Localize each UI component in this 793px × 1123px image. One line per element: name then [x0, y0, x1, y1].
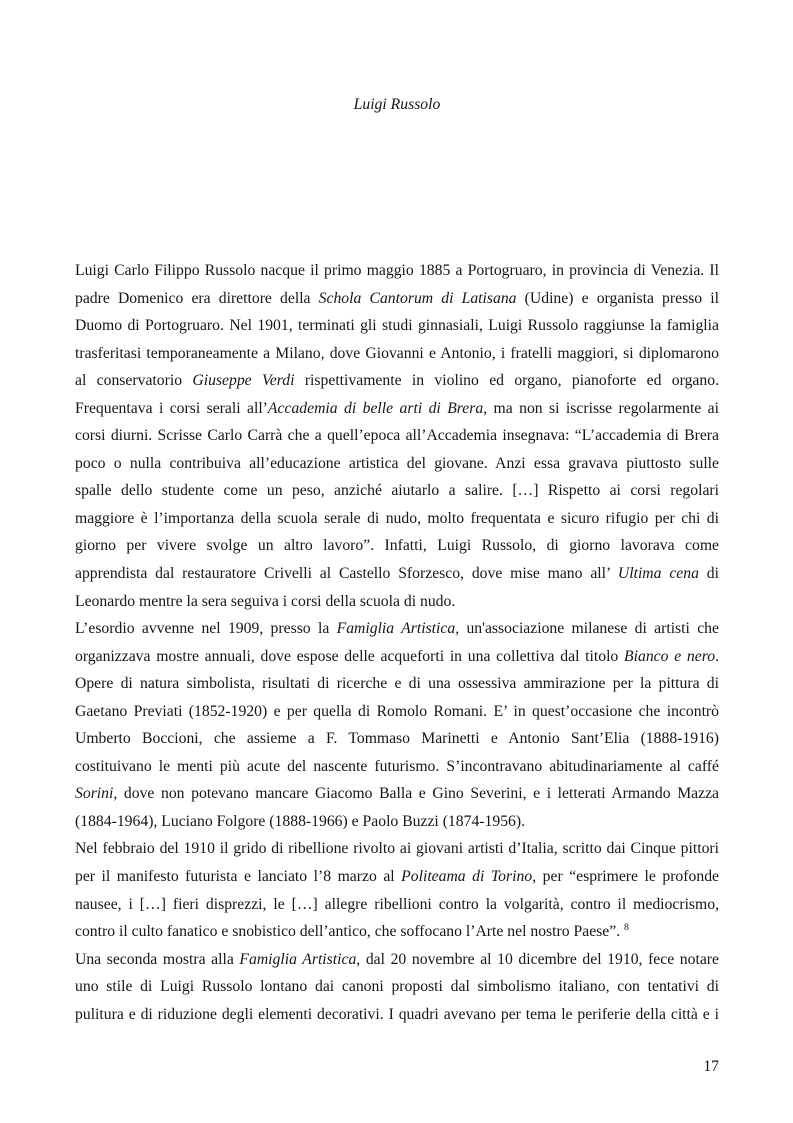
italic-text: Accademia di belle arti di Brera: [267, 399, 484, 417]
text-segment: Gaetano Previati (1852-1920) e per quella di Romolo Romani. E’ in quest’occasione che incontrò: [75, 702, 719, 720]
text-segment: rispettivamente in violino ed organo, pianoforte ed organo.: [294, 372, 719, 390]
text-segment: di: [698, 565, 719, 583]
text-segment: uno stile di Luigi Russolo lontano dai canoni proposti dal simbolismo italiano, con tentativi di: [75, 978, 719, 996]
text-line: [75, 1001, 719, 1029]
text-segment: per il manifesto futurista e lanciato l’8 marzo al: [75, 868, 402, 886]
page-title: Luigi Russolo: [353, 96, 441, 113]
text-line: [75, 835, 719, 863]
text-line: [75, 753, 719, 781]
text-line: [75, 918, 719, 946]
text-line: [75, 285, 719, 313]
text-segment: (Udine) e organista presso il: [516, 289, 719, 307]
text-line: [75, 615, 719, 643]
italic-text: Schola Cantorum di Latisana: [318, 289, 517, 307]
text-segment: maggiore è l’importanza della scuola serale di nudo, molto frequentata e sicuro rifugio per chi di: [75, 509, 719, 527]
text-segment: Una seconda mostra alla: [75, 950, 240, 968]
text-line: [75, 863, 719, 891]
text-segment: L’esordio avvenne nel 1909, presso la: [75, 620, 337, 638]
document-body: [75, 257, 719, 1028]
text-segment: al conservatorio: [75, 372, 193, 390]
page-number: 17: [703, 1058, 719, 1075]
italic-text: Bianco e nero: [624, 647, 716, 665]
italic-text: Famiglia Artistica: [239, 950, 357, 968]
text-segment: spalle dello studente come un peso, anziché aiutarlo a salire. […] Rispetto ai corsi regolari: [75, 482, 719, 500]
text-segment: trasferitasi temporaneamente a Milano, dove Giovanni e Antonio, i fratelli maggiori, si diplomarono: [75, 344, 719, 362]
text-line: [75, 946, 719, 974]
italic-text: Famiglia Artistica: [336, 620, 456, 638]
text-line: [75, 891, 719, 919]
text-line: [75, 560, 719, 588]
text-segment: organizzava mostre annuali, dove espose delle acqueforti in una collettiva dal titolo: [75, 647, 625, 665]
text-segment: Luigi Carlo Filippo Russolo nacque il primo maggio 1885 a Portogruaro, in provincia di Venezia. Il: [75, 262, 719, 279]
text-segment: Umberto Boccioni, che assieme a F. Tommaso Marinetti e Antonio Sant’Elia (1888-1916): [75, 730, 719, 748]
text-line: [75, 698, 719, 726]
text-segment: Leonardo mentre la sera seguiva i corsi della scuola di nudo.: [75, 592, 456, 610]
italic-text: Giuseppe Verdi: [192, 372, 295, 390]
text-segment: Nel febbraio del 1910 il grido di ribellione rivolto ai giovani artisti d’Italia, scritto dai Cinque pittori: [75, 840, 719, 858]
italic-text: Ultima cena: [617, 565, 699, 583]
text-line: [75, 643, 719, 671]
text-segment: costituivano le menti più acute del nascente futurismo. S’incontravano abitudinariamente al caffé: [75, 757, 719, 775]
text-segment: , ma non si iscrisse regolarmente ai: [483, 399, 719, 417]
text-line: [75, 477, 719, 505]
text-line: [75, 340, 719, 368]
text-line: [75, 450, 719, 478]
text-line: [75, 505, 719, 533]
text-segment: Duomo di Portogruaro. Nel 1901, terminati gli studi ginnasiali, Luigi Russolo raggiunse la famiglia: [75, 317, 719, 335]
italic-text: Politeama di Torino: [401, 868, 533, 886]
text-line: [75, 780, 719, 808]
text-segment: contro il culto fanatico e snobistico dell’antico, che soffocano l’Arte nel nostro Paese”.: [75, 923, 625, 941]
text-segment: poco o nulla contribuiva all’educazione artistica del giovane. Anzi essa gravava piuttosto sulle: [75, 454, 719, 472]
text-line: [75, 367, 719, 395]
text-segment: nausee, i […] fieri disprezzi, le […] allegre ribellioni contro la volgarità, contro il mediocrismo,: [75, 895, 719, 913]
italic-text: Sorini: [75, 785, 114, 803]
text-line: [75, 808, 719, 836]
text-line: [75, 588, 719, 616]
text-line: [75, 973, 719, 1001]
text-segment: pulitura e di riduzione degli elementi decorativi. I quadri avevano per tema le periferie della città e i: [75, 1005, 719, 1023]
text-segment: (1884-1964), Luciano Folgore (1888-1966) e Paolo Buzzi (1874-1956).: [75, 812, 526, 830]
text-segment: , un'associazione milanese di artisti che: [455, 620, 719, 638]
text-segment: corsi diurni. Scrisse Carlo Carrà che a quell’epoca all’Accademia insegnava: “L’accademia di Brera: [75, 427, 719, 445]
text-line: [75, 670, 719, 698]
text-line: [75, 532, 719, 560]
text-segment: Frequentava i corsi serali all’: [75, 399, 268, 417]
text-segment: .: [715, 647, 719, 665]
text-line: [75, 395, 719, 423]
text-segment: , dove non potevano mancare Giacomo Balla e Gino Severini, e i letterati Armando Mazza: [113, 785, 719, 803]
text-segment: Opere di natura simbolista, risultati di ricerche e di una ossessiva ammirazione per la pittura di: [75, 675, 719, 693]
text-line: [75, 725, 719, 753]
text-segment: apprendista dal restauratore Crivelli al Castello Sforzesco, dove mise mano all’: [75, 565, 618, 583]
text-segment: padre Domenico era direttore della: [75, 289, 319, 307]
footnote-reference: 8: [624, 921, 629, 933]
text-line: [75, 257, 719, 285]
text-segment: , per “esprimere le profonde: [532, 868, 719, 886]
text-line: [75, 422, 719, 450]
text-segment: giorno per vivere svolge un altro lavoro”. Infatti, Luigi Russolo, di giorno lavorava come: [75, 537, 719, 555]
text-segment: , dal 20 novembre al 10 dicembre del 1910, fece notare: [356, 950, 719, 968]
text-line: [75, 312, 719, 340]
